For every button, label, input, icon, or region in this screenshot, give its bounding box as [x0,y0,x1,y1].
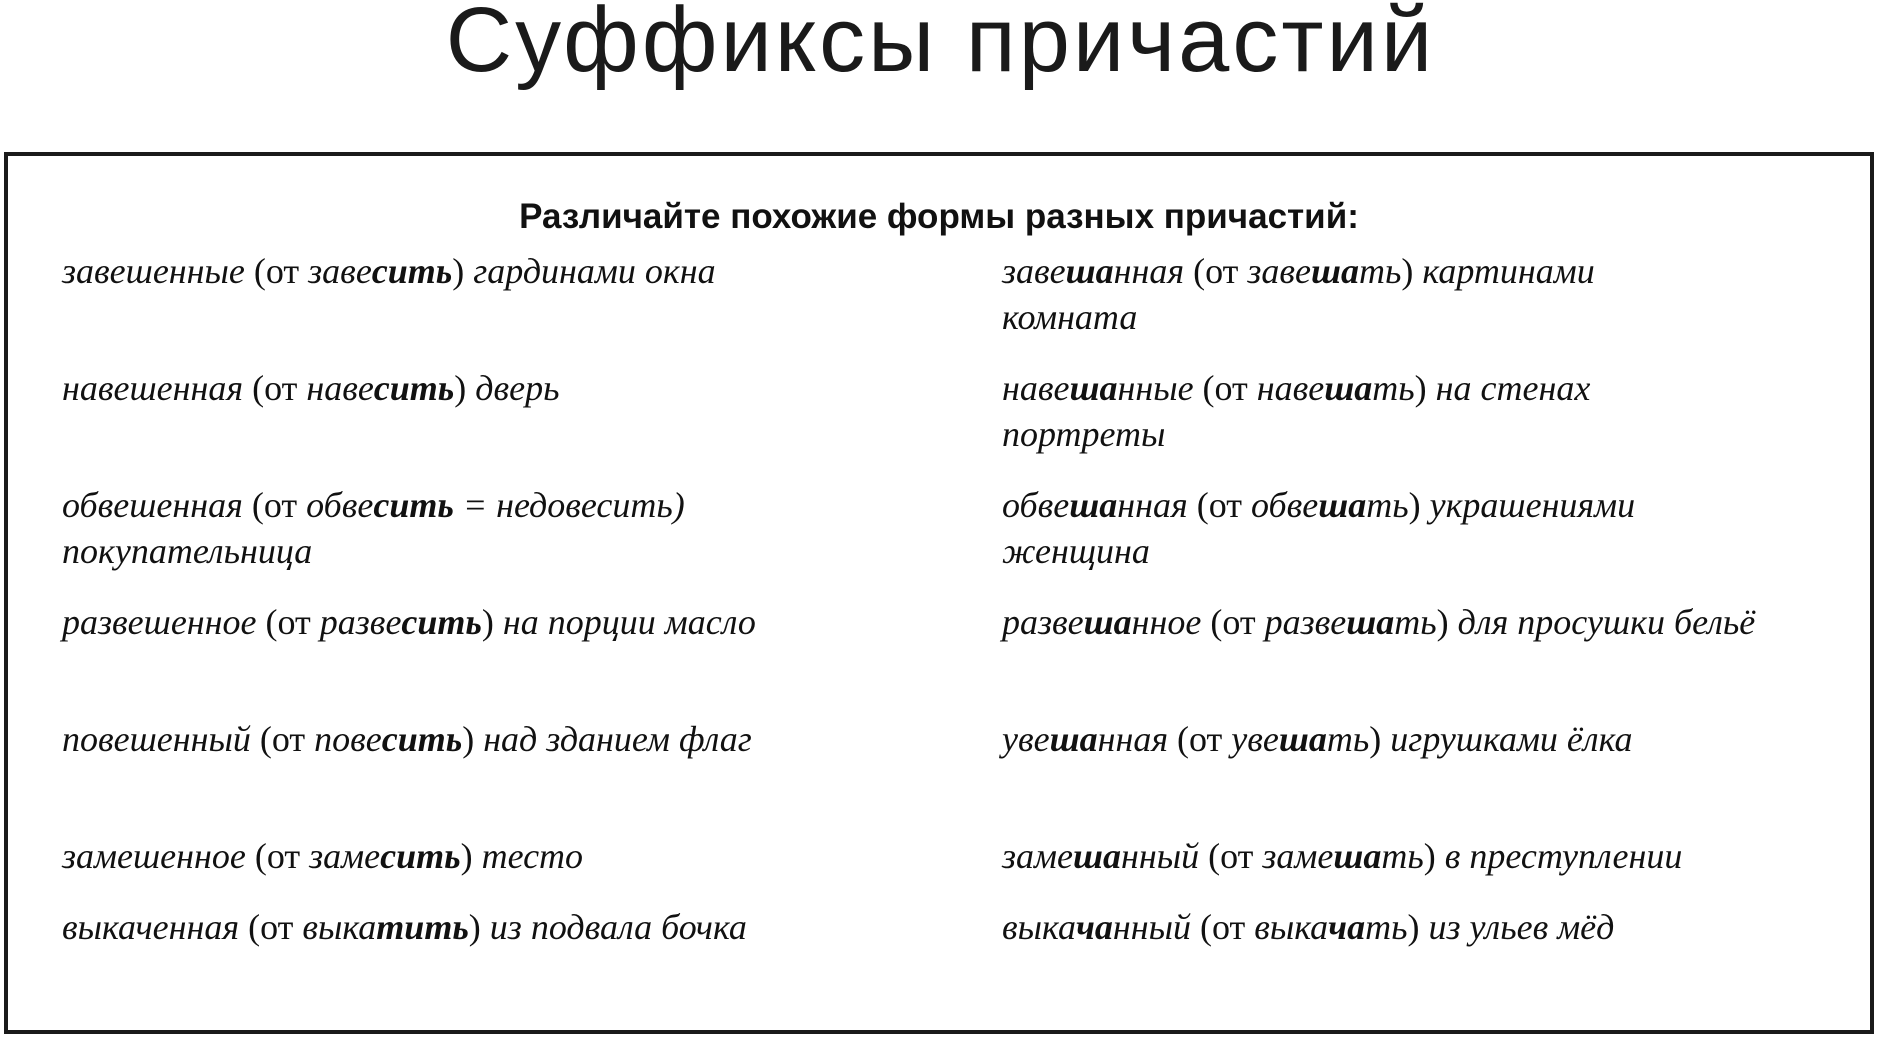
left-entry-3 [62,482,822,574]
source-marker: (от [1196,485,1242,525]
source-marker: (от [1208,836,1254,876]
close-paren: ) [452,251,465,291]
verb-suffix: тить [376,907,469,947]
context: на порции масло [502,602,756,642]
left-entry-6 [62,833,892,879]
close-paren: ) [1414,368,1427,408]
close-paren: ) [481,602,494,642]
source-marker: (от [1193,251,1239,291]
participle-ending: нная [1097,719,1169,759]
participle [1002,368,1194,408]
participle-stem: заме [1002,836,1073,876]
participle-suffix: ша [1065,251,1114,291]
left-entry-7 [62,904,892,950]
source-verb [1254,907,1407,947]
participle-suffix: ша [1069,485,1118,525]
context: тесто [481,836,584,876]
participle-stem: заве [1002,251,1066,291]
participle [1002,719,1168,759]
verb-stem: заве [1247,251,1312,291]
participle: развешенное [62,602,257,642]
participle-suffix: ча [1075,907,1113,947]
right-entry-5 [1002,716,1852,762]
participle-stem: наве [1002,368,1070,408]
verb-ending: ть [1381,836,1424,876]
close-paren: ) [1408,485,1421,525]
verb-stem: заме [309,836,381,876]
participle-ending: нное [1131,602,1202,642]
verb-stem: разве [1264,602,1347,642]
close-paren: ) [1423,836,1436,876]
left-entry-4 [62,599,892,645]
participle: обвешенная [62,485,243,525]
source-verb [1247,251,1401,291]
right-entry-2 [1002,365,1722,457]
verb-stem: выка [302,907,377,947]
context: в преступлении [1444,836,1683,876]
right-entry-4 [1002,599,1802,645]
participle [1002,907,1191,947]
close-paren: ) [468,907,481,947]
verb-suffix: ша [1324,368,1373,408]
source-verb [1265,602,1437,642]
source-verb [306,368,454,408]
close-paren: ) [1436,602,1449,642]
participle: замешенное [62,836,246,876]
verb-ending: ть [1366,485,1409,525]
rule-box [4,152,1874,1034]
right-entry-3 [1002,482,1762,574]
verb-suffix: ша [1346,602,1395,642]
verb-stem: заве [308,251,372,291]
participle [1002,602,1201,642]
right-entry-1 [1002,248,1722,340]
participle-stem: уве [1002,719,1050,759]
participle [1002,251,1184,291]
participle-stem: разве [1002,602,1084,642]
close-paren: ) [1401,251,1414,291]
verb-stem: обве [1250,485,1319,525]
context: дверь [475,368,560,408]
participle [1002,836,1199,876]
source-verb [302,907,468,947]
context: = недовесить) покупательница [62,485,685,571]
participle-ending: нный [1112,907,1191,947]
close-paren: ) [1369,719,1382,759]
participle-suffix: ша [1069,368,1118,408]
verb-stem: уве [1231,719,1279,759]
left-entry-1 [62,248,892,294]
context: игрушками ёлка [1390,719,1633,759]
context: гардинами окна [473,251,716,291]
participle: навешенная [62,368,244,408]
context: над зданием флаг [483,719,752,759]
verb-ending: ть [1372,368,1415,408]
verb-ending: ть [1359,251,1402,291]
verb-stem: обве [306,485,374,525]
source-verb [320,602,482,642]
verb-stem: заме [1262,836,1334,876]
verb-suffix: ша [1318,485,1367,525]
participle-stem: выка [1002,907,1076,947]
source-verb [1262,836,1423,876]
source-marker: (от [1202,368,1248,408]
source-marker: (от [252,368,298,408]
participle-stem: обве [1002,485,1070,525]
source-verb [314,719,462,759]
verb-suffix: сить [381,719,463,759]
participle-ending: нные [1117,368,1194,408]
verb-stem: пове [314,719,382,759]
left-entry-2 [62,365,892,411]
right-entry-6 [1002,833,1852,879]
right-entry-7 [1002,904,1852,950]
source-marker: (от [1210,602,1256,642]
participle: завешенные [62,251,245,291]
participle-suffix: ша [1083,602,1132,642]
context: из подвала бочка [489,907,747,947]
source-marker: (от [251,485,298,525]
source-marker: (от [253,251,300,291]
context: для просушки бельё [1457,602,1756,642]
verb-suffix: ша [1333,836,1382,876]
verb-suffix: ча [1328,907,1366,947]
participle-ending: нный [1121,836,1200,876]
box-heading: Различайте похожие формы разных причастий: [519,197,1359,236]
verb-stem: наве [1256,368,1325,408]
verb-ending: ть [1394,602,1437,642]
source-verb [308,251,452,291]
source-verb [309,836,460,876]
verb-suffix: сить [373,485,454,525]
verb-ending: ть [1326,719,1370,759]
participle-suffix: ша [1073,836,1121,876]
verb-stem: разве [319,602,402,642]
verb-suffix: ша [1278,719,1327,759]
participle: выкаченная [62,907,240,947]
close-paren: ) [460,836,473,876]
participle: повешенный [62,719,251,759]
verb-stem: выка [1254,907,1329,947]
context: из ульев мёд [1428,907,1615,947]
verb-suffix: ша [1311,251,1360,291]
verb-suffix: сить [371,251,453,291]
close-paren: ) [1407,907,1420,947]
source-marker: (от [259,719,306,759]
context: картинами комната [1002,251,1595,337]
verb-suffix: сить [380,836,461,876]
left-entry-5 [62,716,802,762]
context: на стенах портреты [1002,368,1591,454]
source-marker: (от [1199,907,1246,947]
participle [1002,485,1188,525]
verb-ending: ть [1365,907,1408,947]
participle-ending: нная [1117,485,1188,525]
source-marker: (от [248,907,294,947]
source-verb [1251,485,1409,525]
page-title: Суффиксы причастий [445,0,1436,91]
context: украшениями женщина [1002,485,1636,571]
verb-suffix: сить [373,368,455,408]
source-verb [306,485,454,525]
close-paren: ) [454,368,467,408]
participle-suffix: ша [1049,719,1098,759]
participle-ending: нная [1113,251,1185,291]
source-verb [1231,719,1369,759]
source-verb [1257,368,1415,408]
verb-stem: наве [306,368,374,408]
source-marker: (от [265,602,311,642]
source-marker: (от [254,836,301,876]
close-paren: ) [462,719,475,759]
source-marker: (от [1177,719,1223,759]
verb-suffix: сить [401,602,482,642]
